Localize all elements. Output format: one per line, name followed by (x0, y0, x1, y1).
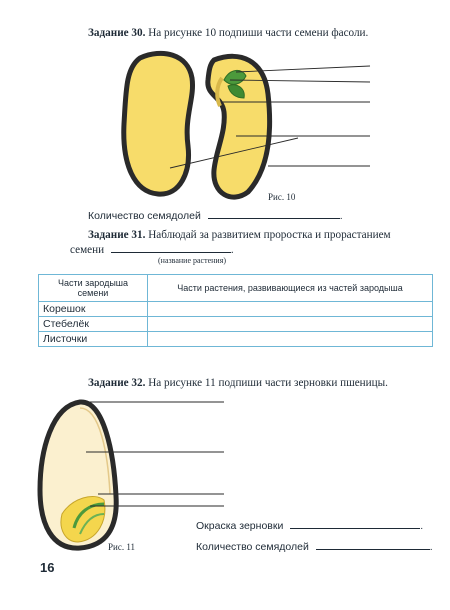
table-row (39, 317, 433, 332)
table-cell: Листочки (39, 332, 148, 347)
table-row (39, 302, 433, 317)
task-32-label: Задание 32. (88, 377, 146, 389)
page-number: 16 (40, 560, 55, 575)
answer-cell[interactable] (148, 302, 433, 317)
table-cell: Стебелёк (39, 317, 148, 332)
answer-cell[interactable] (148, 332, 433, 347)
figure-10-caption: Рис. 10 (268, 192, 296, 202)
task-30-text: На рисунке 10 подпиши части семени фасоли. (148, 27, 369, 39)
task-32-heading (88, 376, 433, 390)
grain-cotyledon-field[interactable] (316, 539, 430, 550)
task-32-text: На рисунке 11 подпиши части зерновки пшеницы. (148, 377, 388, 389)
bean-seed-figure (118, 46, 378, 206)
grain-color-field[interactable] (290, 518, 420, 529)
task-32-cotyledon-label: Количество семядолей (196, 541, 309, 553)
grain-color-label: Окраска зерновки (196, 520, 284, 532)
task-31-heading (88, 228, 433, 242)
task-30-heading (88, 26, 428, 40)
task-31-text-line2: семени (70, 244, 105, 256)
task-30-cotyledon-row: Количество семядолей . (88, 210, 343, 222)
cotyledon-count-field[interactable] (208, 208, 340, 219)
plant-name-hint: (название растения) (158, 256, 227, 265)
task-31-line2: семени . (70, 244, 234, 256)
table-header: Части растения, развивающиеся из частей зародыша (148, 275, 433, 302)
task-30-label: Задание 30. (88, 27, 146, 39)
figure-11-caption: Рис. 11 (108, 542, 135, 552)
task-31-label: Задание 31. (88, 229, 146, 241)
plant-name-field[interactable] (111, 242, 231, 253)
task-31-text-line1: Наблюдай за развитием проростка и прорастанием (148, 229, 391, 241)
table-row (39, 332, 433, 347)
task-32-cotyledon-row: Количество семядолей . (196, 541, 433, 553)
bean-left-cotyledon (124, 53, 193, 194)
task-32-color-row: Окраска зерновки . (196, 520, 424, 532)
table-header-row (39, 275, 433, 302)
answer-cell[interactable] (148, 317, 433, 332)
embryo-table (38, 274, 433, 347)
table-header: Части зародыша семени (39, 275, 148, 302)
task-30-cotyledon-label: Количество семядолей (88, 210, 201, 222)
table-cell: Корешок (39, 302, 148, 317)
